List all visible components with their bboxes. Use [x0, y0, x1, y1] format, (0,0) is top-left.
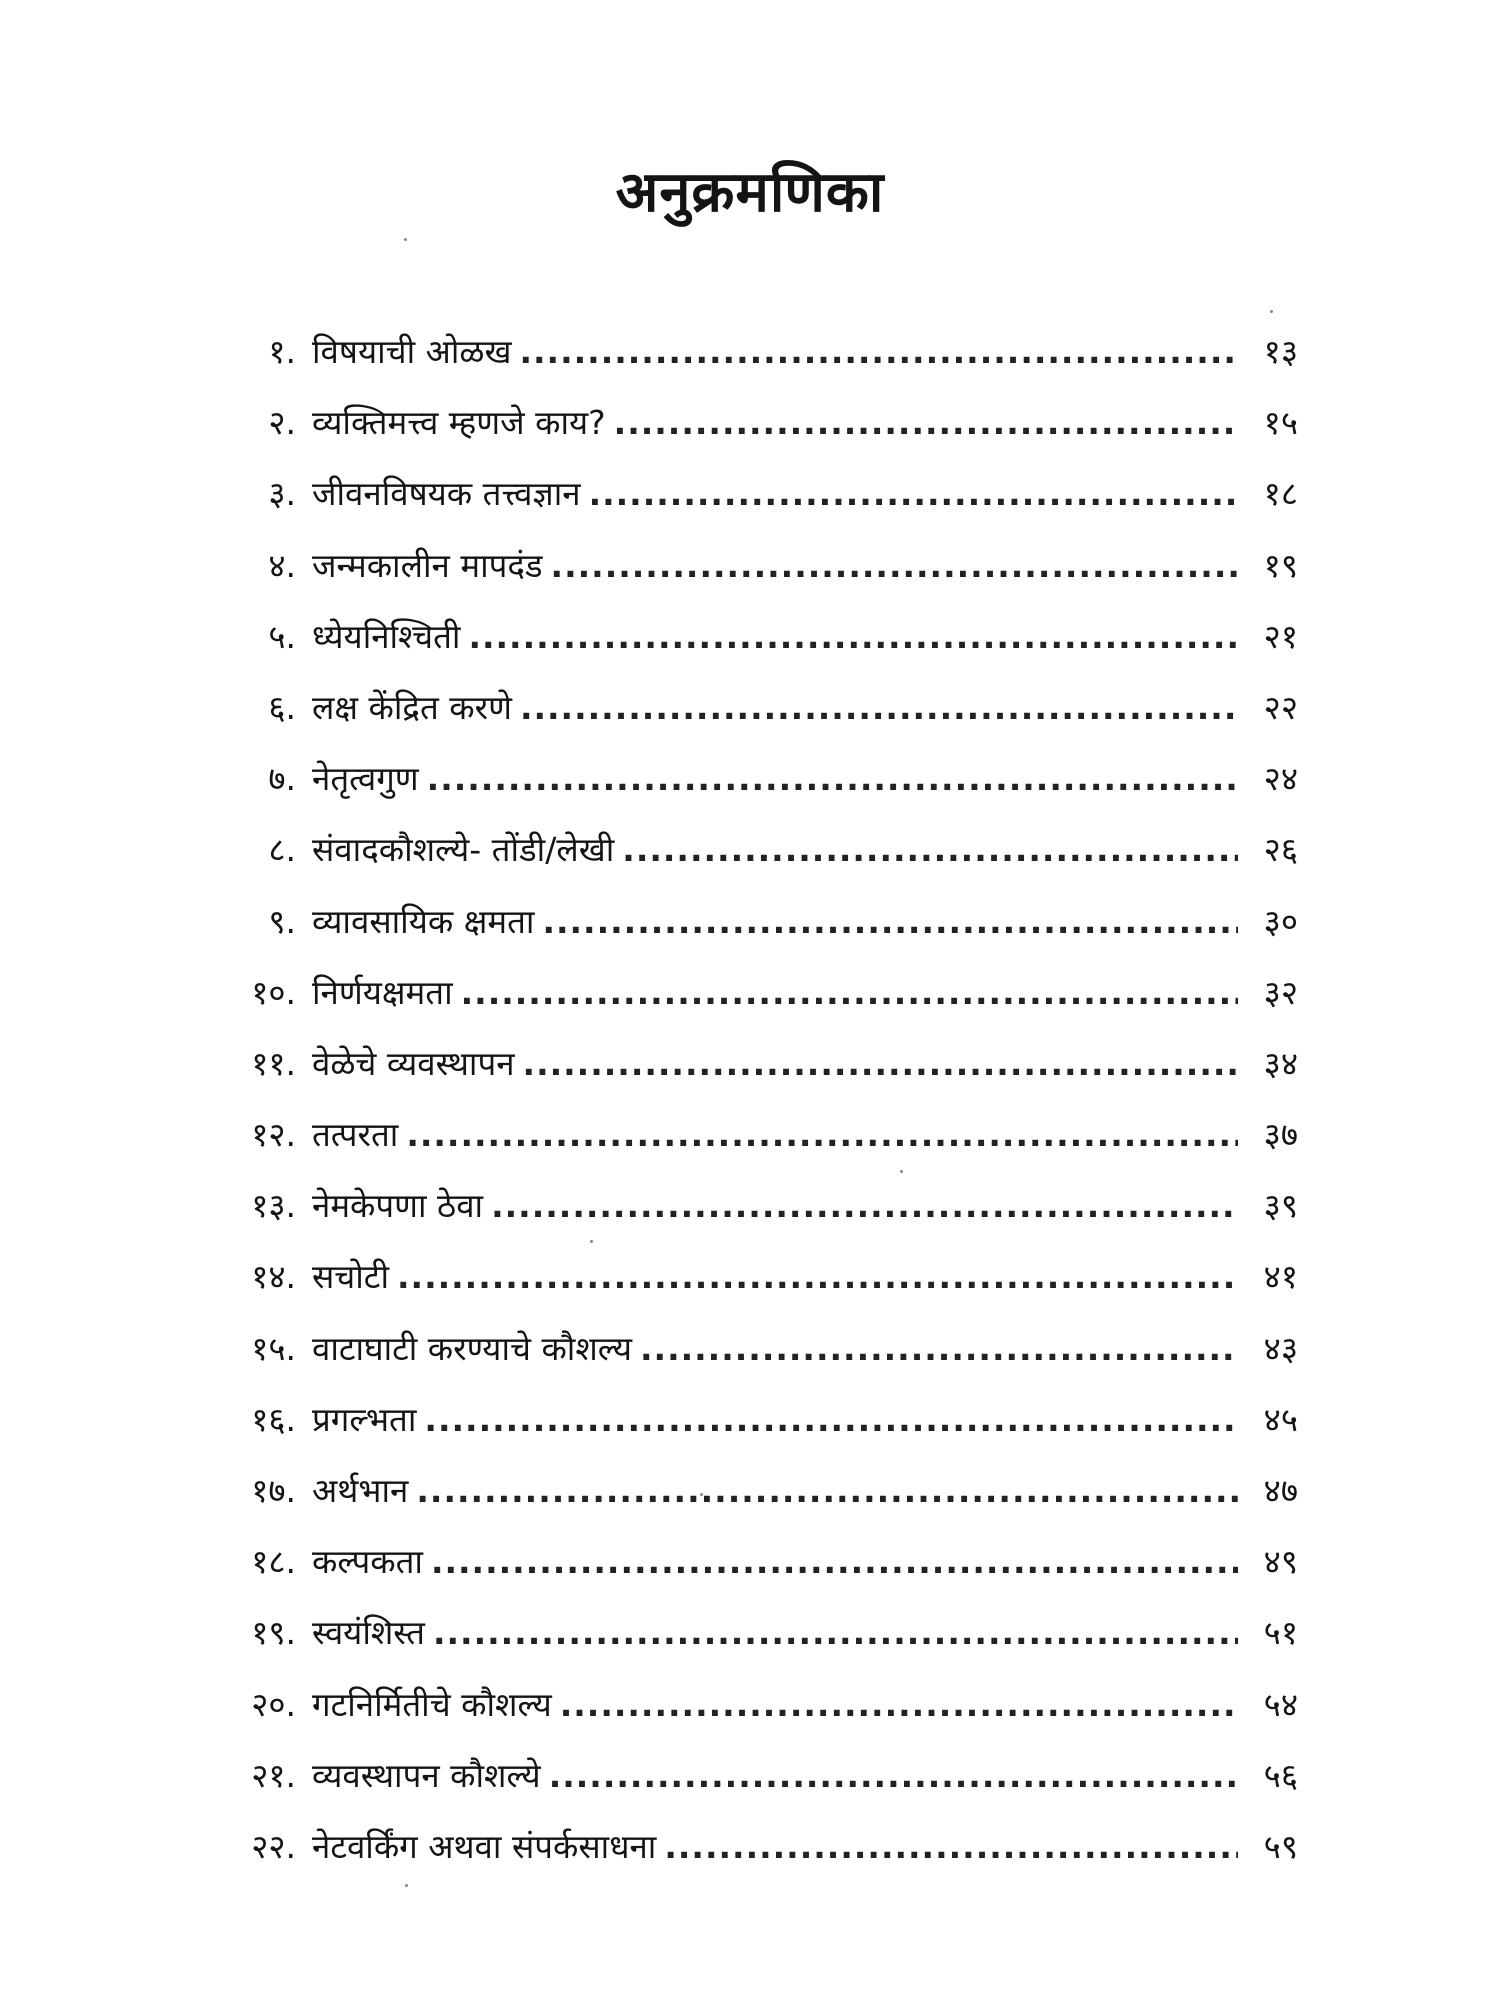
entry-title: निर्णयक्षमता	[312, 972, 453, 1012]
page-title: अनुक्रमणिका	[615, 160, 885, 225]
entry-page-number: ३२	[1263, 972, 1298, 1012]
entry-number: १२.	[251, 1115, 296, 1155]
entry-title: वेळेचे व्यवस्थापन	[312, 1043, 515, 1083]
entry-page-number: ३०	[1263, 901, 1298, 941]
entry-page-number: ४५	[1263, 1399, 1298, 1439]
toc-entry	[200, 601, 1298, 672]
entry-number: १९.	[251, 1613, 296, 1653]
entry-number: ११.	[251, 1043, 296, 1083]
dot-leader	[519, 316, 1238, 387]
entry-page-number: ४९	[1263, 1542, 1298, 1582]
dot-leader	[433, 1597, 1238, 1668]
paper-speck	[900, 1170, 903, 1173]
entry-title: अर्थभान	[312, 1471, 409, 1510]
paper-speck	[590, 1240, 593, 1243]
entry-title: लक्ष केंद्रित करणे	[312, 687, 512, 727]
dot-leader	[424, 1384, 1238, 1455]
entry-title: जन्मकालीन मापदंड	[312, 545, 543, 585]
entry-page-number: २१	[1263, 616, 1298, 656]
entry-page-number: ५४	[1263, 1684, 1298, 1724]
entry-number: ३.	[268, 474, 296, 514]
entry-number: ४.	[268, 545, 296, 585]
dot-leader	[551, 530, 1238, 601]
entry-title: जीवनविषयक तत्त्वज्ञान	[312, 474, 581, 514]
entry-title: नेमकेपणा ठेवा	[312, 1186, 484, 1226]
dot-leader	[664, 1811, 1238, 1882]
paper-speck	[1270, 310, 1273, 313]
entry-number: २०.	[251, 1684, 296, 1724]
entry-number: ६.	[268, 687, 296, 727]
entry-number: १८.	[251, 1542, 296, 1582]
dot-leader	[523, 1028, 1238, 1099]
toc-entry	[200, 886, 1298, 957]
entry-title: व्यावसायिक क्षमता	[312, 901, 535, 941]
paper-speck	[404, 238, 407, 241]
toc-entry	[200, 672, 1298, 743]
toc-entry	[200, 316, 1298, 387]
entry-page-number: १५	[1263, 403, 1298, 443]
toc-entry	[200, 387, 1298, 458]
entry-page-number: ३९	[1263, 1186, 1298, 1226]
entry-page-number: ५९	[1263, 1826, 1298, 1866]
dot-leader	[589, 458, 1238, 529]
paper-speck	[405, 1884, 408, 1887]
toc-entry	[200, 1384, 1298, 1455]
entry-number: १३.	[251, 1186, 296, 1226]
entry-number: १६.	[251, 1399, 296, 1439]
dot-leader	[549, 1740, 1238, 1811]
entry-title: नेतृत्वगुण	[312, 759, 419, 799]
toc-entry	[200, 1740, 1298, 1811]
dot-leader	[520, 672, 1238, 743]
entry-page-number: ३४	[1263, 1043, 1298, 1083]
entry-number: १०.	[251, 972, 296, 1012]
toc-entry	[200, 957, 1298, 1028]
entry-number: १७.	[251, 1471, 296, 1510]
entry-page-number: २४	[1263, 759, 1298, 799]
entry-page-number: १३	[1263, 332, 1298, 371]
dot-leader	[640, 1313, 1238, 1384]
toc-entry	[200, 1811, 1298, 1882]
dot-leader	[468, 601, 1238, 672]
toc-entry	[200, 1597, 1298, 1668]
toc-entry	[200, 458, 1298, 529]
table-of-contents	[200, 316, 1298, 1882]
entry-page-number: १८	[1263, 474, 1298, 514]
dot-leader	[431, 1526, 1238, 1597]
dot-leader	[560, 1669, 1238, 1740]
entry-title: स्वयंशिस्त	[312, 1613, 425, 1653]
toc-entry	[200, 743, 1298, 814]
toc-entry	[200, 1526, 1298, 1597]
entry-title: नेटवर्किंग अथवा संपर्कसाधना	[312, 1826, 657, 1866]
entry-page-number: २६	[1263, 830, 1298, 870]
entry-number: २१.	[251, 1755, 296, 1795]
dot-leader	[397, 1241, 1238, 1312]
toc-entry	[200, 1170, 1298, 1241]
toc-entry	[200, 1028, 1298, 1099]
entry-page-number: ४३	[1263, 1328, 1298, 1368]
entry-title: संवादकौशल्ये- तोंडी/लेखी	[312, 830, 615, 870]
entry-page-number: ५६	[1263, 1755, 1298, 1795]
entry-title: कल्पकता	[312, 1542, 423, 1582]
dot-leader	[461, 957, 1238, 1028]
entry-title: व्यवस्थापन कौशल्ये	[312, 1755, 541, 1795]
dot-leader	[491, 1170, 1238, 1241]
dot-leader	[542, 886, 1238, 957]
toc-entry	[200, 1241, 1298, 1312]
entry-page-number: ५१	[1263, 1613, 1298, 1653]
entry-title: व्यक्तिमत्त्व म्हणजे काय?	[312, 403, 606, 443]
entry-number: १४.	[251, 1257, 296, 1297]
entry-page-number: ४७	[1263, 1471, 1298, 1510]
entry-number: ५.	[268, 616, 296, 656]
entry-title: विषयाची ओळख	[312, 332, 512, 371]
entry-number: १५.	[251, 1328, 296, 1368]
entry-number: २२.	[251, 1826, 296, 1866]
entry-title: तत्परता	[312, 1115, 399, 1155]
dot-leader	[427, 743, 1238, 814]
paper-speck	[700, 1493, 703, 1496]
dot-leader	[416, 1455, 1238, 1526]
dot-leader	[622, 814, 1238, 885]
toc-entry	[200, 1099, 1298, 1170]
entry-title: सचोटी	[312, 1257, 389, 1297]
dot-leader	[614, 387, 1238, 458]
toc-entry	[200, 530, 1298, 601]
entry-title: वाटाघाटी करण्याचे कौशल्य	[312, 1328, 632, 1368]
toc-entry	[200, 1669, 1298, 1740]
entry-page-number: १९	[1263, 545, 1298, 585]
toc-entry	[200, 814, 1298, 885]
entry-number: ७.	[268, 759, 296, 799]
entry-number: १.	[268, 332, 296, 371]
entry-page-number: ३७	[1263, 1115, 1298, 1155]
toc-entry	[200, 1455, 1298, 1526]
toc-entry	[200, 1313, 1298, 1384]
entry-title: ध्येयनिश्चिती	[312, 616, 461, 656]
dot-leader	[406, 1099, 1238, 1170]
entry-title: प्रगल्भता	[312, 1399, 417, 1439]
entry-number: ९.	[268, 901, 296, 941]
entry-number: २.	[268, 403, 296, 443]
entry-page-number: ४१	[1263, 1257, 1298, 1297]
entry-page-number: २२	[1263, 687, 1298, 727]
entry-title: गटनिर्मितीचे कौशल्य	[312, 1684, 552, 1724]
entry-number: ८.	[268, 830, 296, 870]
